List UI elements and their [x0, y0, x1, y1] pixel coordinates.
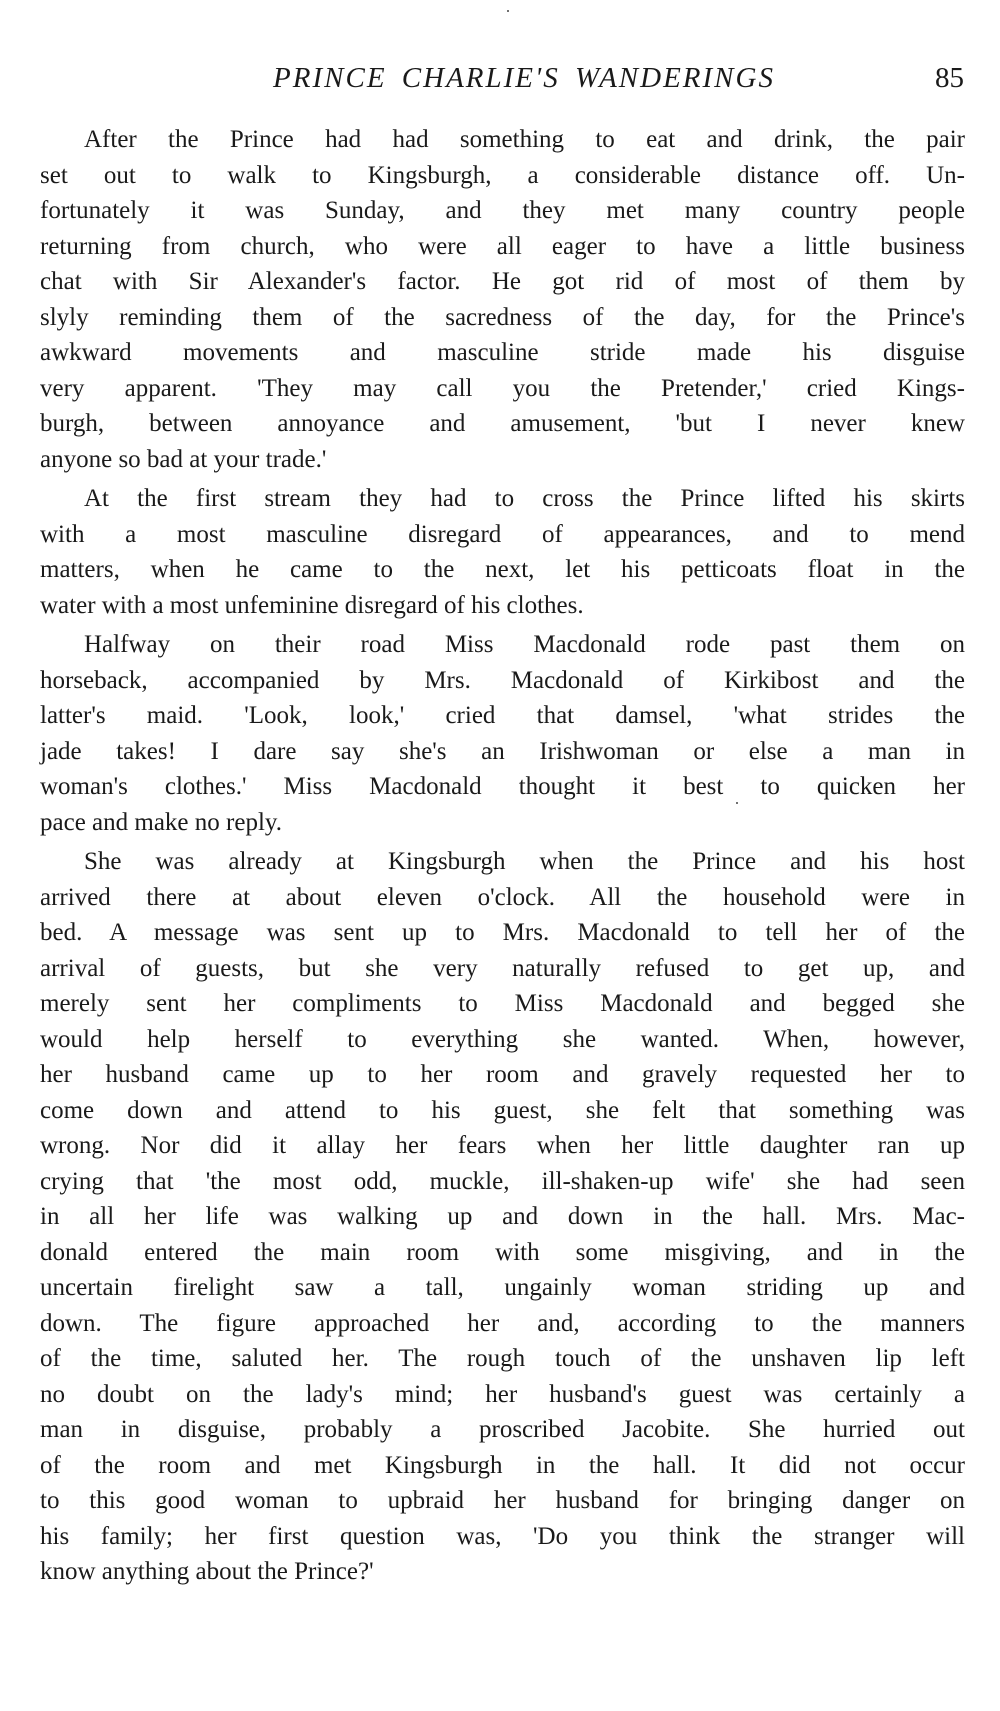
- text-line: of the time, saluted her. The rough touch of the unshaven lip left: [40, 1345, 965, 1372]
- text-line: would help herself to everything she wanted. When, however,: [40, 1025, 965, 1053]
- text-line: slyly reminding them of the sacredness of the day, for the Prince's: [40, 303, 965, 331]
- running-title: PRINCE CHARLIE'S WANDERINGS: [273, 62, 775, 94]
- text-line: of the room and met Kingsburgh in the hall. It did not occur: [40, 1451, 965, 1479]
- running-header: [84, 62, 964, 102]
- text-line: matters, when he came to the next, let his petticoats float in the: [40, 556, 965, 583]
- body-text: [40, 122, 965, 1594]
- text-line: his family; her first question was, 'Do you think the stranger will: [40, 1522, 965, 1550]
- text-line: crying that 'the most odd, muckle, ill-shaken-up wife' she had seen: [40, 1167, 965, 1195]
- text-line: latter's maid. 'Look, look,' cried that damsel, 'what strides the: [40, 702, 965, 729]
- paragraph: [40, 481, 965, 623]
- text-line: water with a most unfeminine disregard of his clothes.: [40, 591, 584, 619]
- text-line: wrong. Nor did it allay her fears when her little daughter ran up: [40, 1132, 965, 1159]
- text-line: pace and make no reply.: [40, 808, 283, 836]
- text-line: in all her life was walking up and down in the hall. Mrs. Mac-: [40, 1203, 965, 1230]
- text-line: jade takes! I dare say she's an Irishwoman or else a man in: [40, 737, 965, 765]
- text-line: to this good woman to upbraid her husband for bringing danger on: [40, 1487, 965, 1514]
- text-line: down. The figure approached her and, according to the manners: [40, 1309, 965, 1337]
- text-line: After the Prince had had something to eat and drink, the pair: [84, 126, 965, 153]
- text-line: horseback, accompanied by Mrs. Macdonald of Kirkibost and the: [40, 666, 965, 694]
- text-line: donald entered the main room with some misgiving, and in the: [40, 1238, 965, 1266]
- text-line: merely sent her compliments to Miss Macdonald and begged she: [40, 990, 965, 1017]
- text-line: no doubt on the lady's mind; her husband's guest was certainly a: [40, 1380, 965, 1408]
- text-line: Halfway on their road Miss Macdonald rode past them on: [84, 631, 965, 658]
- text-line: She was already at Kingsburgh when the Prince and his host: [84, 848, 965, 875]
- text-line: At the first stream they had to cross the Prince lifted his skirts: [84, 485, 965, 512]
- text-line: bed. A message was sent up to Mrs. Macdonald to tell her of the: [40, 919, 965, 946]
- text-line: fortunately it was Sunday, and they met many country people: [40, 197, 965, 224]
- text-line: set out to walk to Kingsburgh, a considerable distance off. Un-: [40, 161, 965, 189]
- text-line: burgh, between annoyance and amusement, 'but I never knew: [40, 410, 965, 437]
- text-line: man in disguise, probably a proscribed Jacobite. She hurried out: [40, 1416, 965, 1443]
- text-line: woman's clothes.' Miss Macdonald thought it best to quicken her: [40, 773, 965, 800]
- paragraph: [40, 844, 965, 1590]
- print-speck: [736, 802, 738, 804]
- text-line: chat with Sir Alexander's factor. He got rid of most of them by: [40, 268, 965, 295]
- paragraph: [40, 122, 965, 477]
- print-speck: [507, 10, 509, 12]
- text-line: awkward movements and masculine stride made his disguise: [40, 339, 965, 366]
- text-line: know anything about the Prince?': [40, 1558, 374, 1585]
- paragraph: [40, 627, 965, 840]
- text-line: with a most masculine disregard of appearances, and to mend: [40, 520, 965, 548]
- text-line: arrived there at about eleven o'clock. All the household were in: [40, 883, 965, 911]
- text-line: come down and attend to his guest, she felt that something was: [40, 1096, 965, 1124]
- text-line: very apparent. 'They may call you the Pretender,' cried Kings-: [40, 374, 965, 402]
- text-line: arrival of guests, but she very naturally refused to get up, and: [40, 954, 965, 982]
- text-line: uncertain firelight saw a tall, ungainly woman striding up and: [40, 1274, 965, 1301]
- text-line: returning from church, who were all eager to have a little business: [40, 232, 965, 260]
- text-line: her husband came up to her room and gravely requested her to: [40, 1061, 965, 1088]
- text-line: anyone so bad at your trade.': [40, 445, 327, 473]
- page-number: 85: [935, 62, 964, 94]
